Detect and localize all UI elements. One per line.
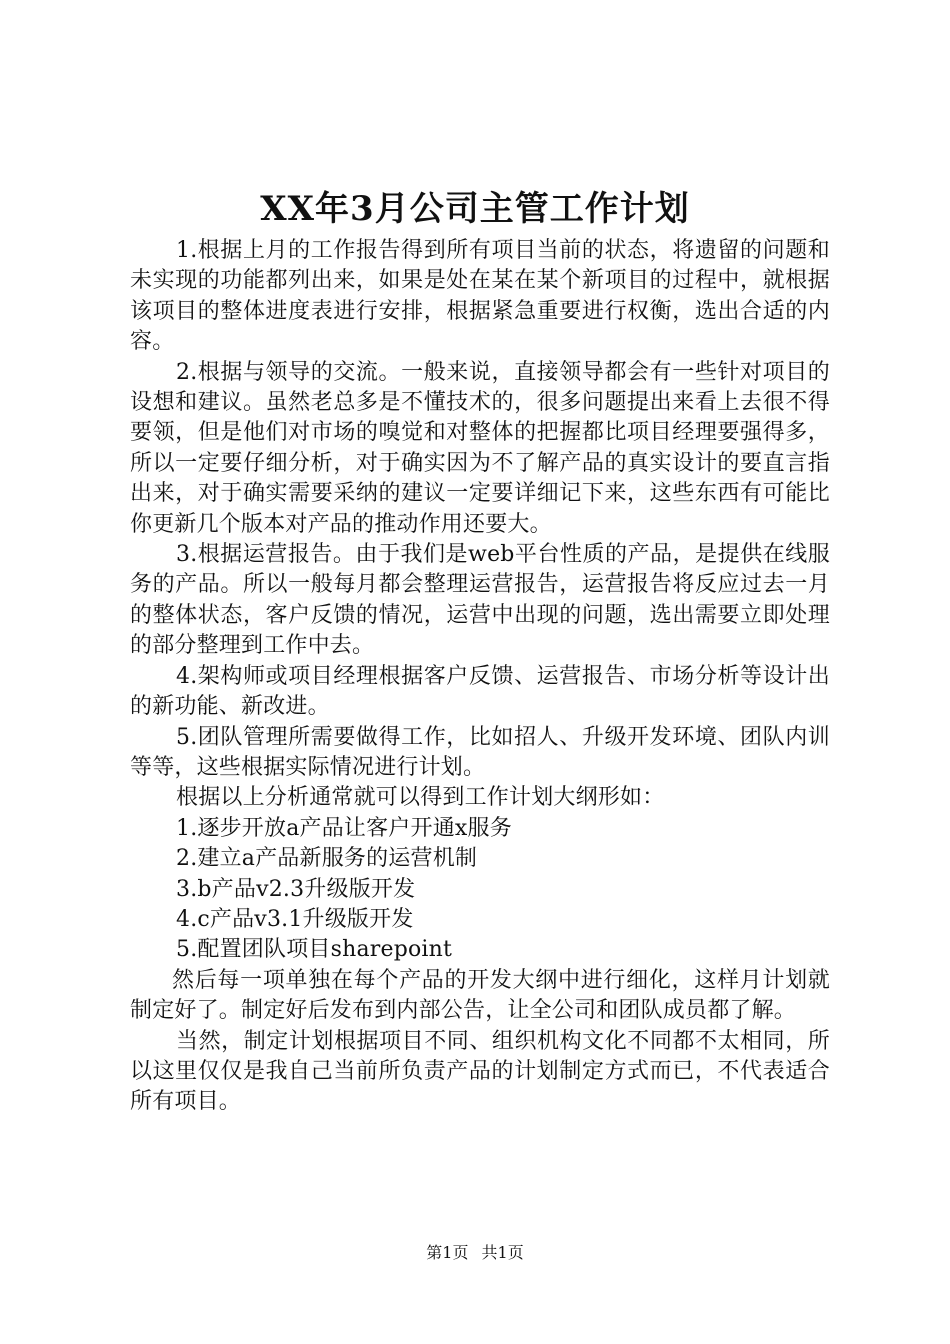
outline-item-5: 5.配置团队项目sharepoint <box>176 937 453 963</box>
outline-item-2: 2.建立a产品新服务的运营机制 <box>176 846 478 872</box>
page-total: 共1页 <box>481 1243 524 1262</box>
outline-item-3: 3.b产品v2.3升级版开发 <box>176 876 416 902</box>
paragraph-2: 2.根据与领导的交流。一般来说，直接领导都会有一些针对项目的设想和建议。虽然老总多是不懂技术的，很多问题提出来看上去很不得要领，但是他们对市场的嗅觉和对整体的把握都比项目经理要强得多，所以一定要仔细分析，对于确实因为不了解产品的真实设计的要直言指出来，对于确实需要采纳的建议一定要详细记下来，这些东西有可能比你更新几个版本对产品的推动作用还要大。 <box>130 359 830 537</box>
outline-intro: 根据以上分析通常就可以得到工作计划大纲形如： <box>176 785 665 811</box>
paragraph-4: 4.架构师或项目经理根据客户反馈、运营报告、市场分析等设计出的新功能、新改进。 <box>130 663 830 720</box>
outline-item-1: 1.逐步开放a产品让客户开通x服务 <box>176 815 512 841</box>
page-number: 第1页 <box>426 1243 469 1262</box>
paragraph-3: 3.根据运营报告。由于我们是web平台性质的产品，是提供在线服务的产品。所以一般每月都会整理运营报告，运营报告将反应过去一月的整体状态，客户反馈的情况，运营中出现的问题，选出需要立即处理的部分整理到工作中去。 <box>130 542 830 659</box>
paragraph-1: 1.根据上月的工作报告得到所有项目当前的状态，将遗留的问题和未实现的功能都列出来，如果是处在某在某个新项目的过程中，就根据该项目的整体进度表进行安排，根据紧急重要进行权衡，选出合适的内容。 <box>130 238 830 355</box>
closing-paragraph-1: 然后每一项单独在每个产品的开发大纲中进行细化，这样月计划就制定好了。制定好后发布到内部公告，让全公司和团队成员都了解。 <box>130 967 830 1024</box>
closing-paragraph-2: 当然，制定计划根据项目不同、组织机构文化不同都不太相同，所以这里仅仅是我自己当前所负责产品的计划制定方式而已，不代表适合所有项目。 <box>130 1028 830 1115</box>
document-body <box>130 236 830 1118</box>
page-title: XX年3月公司主管工作计划 <box>260 189 690 229</box>
page-footer <box>0 1242 950 1264</box>
outline-item-4: 4.c产品v3.1升级版开发 <box>176 906 414 932</box>
paragraph-5: 5.团队管理所需要做得工作，比如招人、升级开发环境、团队内训等等，这些根据实际情况进行计划。 <box>130 724 830 780</box>
